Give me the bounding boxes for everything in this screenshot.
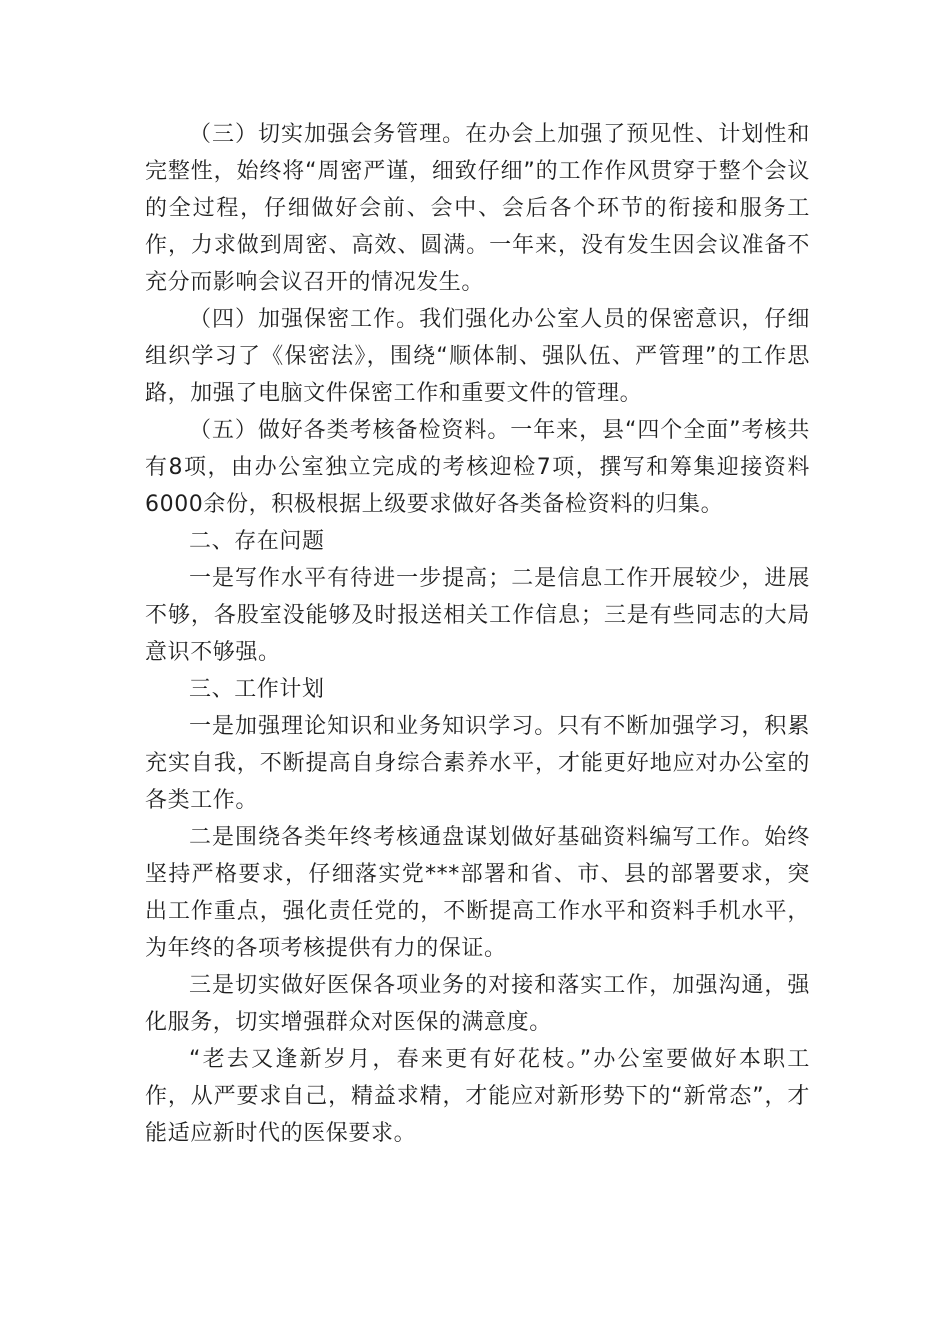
paragraph-plan-learning: 一是加强理论知识和业务知识学习。只有不断加强学习，积累充实自我，不断提高自身综合素养水平，才能更好地应对办公室的各类工作。 xyxy=(145,714,810,813)
paragraph-meeting-management: （三）切实加强会务管理。在办会上加强了预见性、计划性和完整性，始终将“周密严谨，细致仔细”的工作作风贯穿于整个会议的全过程，仔细做好会前、会中、会后各个环节的衔接和服务工作，力求做到周密、高效、圆满。一年来，没有发生因会议准备不充分而影响会议召开的情况发生。 xyxy=(145,122,810,295)
section-heading-problems: 二、存在问题 xyxy=(189,529,325,554)
paragraph-closing: “老去又逢新岁月，春来更有好花枝。”办公室要做好本职工作，从严要求自己，精益求精，才能应对新形势下的“新常态”，才能适应新时代的医保要求。 xyxy=(145,1047,810,1146)
paragraph-inspection-materials: （五）做好各类考核备检资料。一年来，县“四个全面”考核共有8项，由办公室独立完成的考核迎检7项，撰写和筹集迎接资料6000余份，积极根据上级要求做好各类备检资料的归集。 xyxy=(145,418,810,517)
section-heading-work-plan: 三、工作计划 xyxy=(189,677,325,702)
paragraph-plan-assessment: 二是围绕各类年终考核通盘谋划做好基础资料编写工作。始终坚持严格要求，仔细落实党***部署和省、市、县的部署要求，突出工作重点，强化责任党的，不断提高工作水平和资料手机水平，为年终的各项考核提供有力的保证。 xyxy=(145,825,810,961)
paragraph-plan-medical-insurance: 三是切实做好医保各项业务的对接和落实工作，加强沟通，强化服务，切实增强群众对医保的满意度。 xyxy=(145,973,810,1035)
paragraph-problems: 一是写作水平有待进一步提高；二是信息工作开展较少，进展不够，各股室没能够及时报送相关工作信息；三是有些同志的大局意识不够强。 xyxy=(145,566,810,665)
document-body xyxy=(145,116,810,1152)
paragraph-confidentiality: （四）加强保密工作。我们强化办公室人员的保密意识，仔细组织学习了《保密法》，围绕“顺体制、强队伍、严管理”的工作思路，加强了电脑文件保密工作和重要文件的管理。 xyxy=(145,307,810,406)
